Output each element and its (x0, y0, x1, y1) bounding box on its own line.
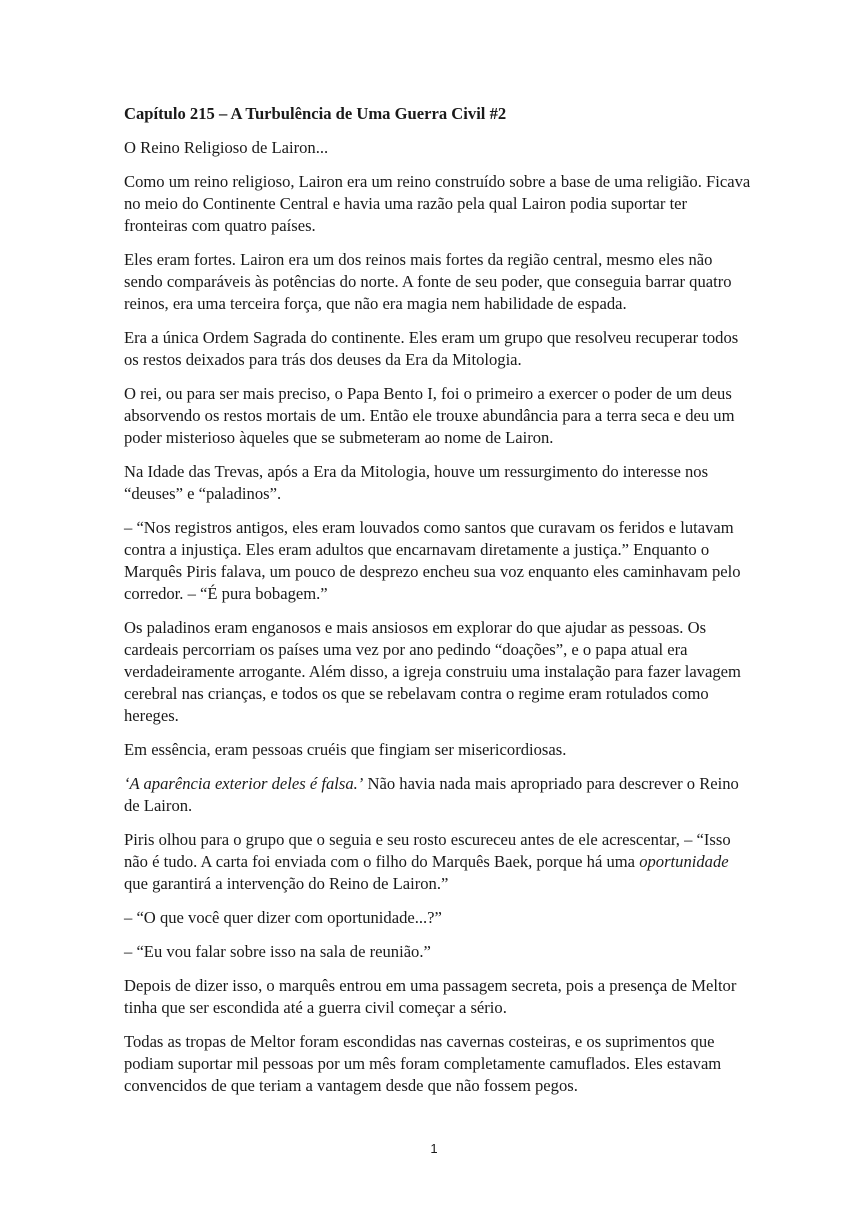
paragraph: Todas as tropas de Meltor foram escondidas nas cavernas costeiras, e os suprimentos que podiam suportar mil pessoas por um mês foram completamente camuflados. Eles estavam convencidos de que teriam a vantagem desde que não fossem pegos. (124, 1032, 722, 1095)
document-body (124, 103, 754, 1109)
paragraph: O rei, ou para ser mais preciso, o Papa Bento I, foi o primeiro a exercer o poder de um deus absorvendo os restos mortais de um. Então ele trouxe abundância para a terra seca e deu um poder misterioso àqueles que se submeteram ao nome de Lairon. (124, 384, 735, 447)
quote-rest: Não havia nada mais apropriado para descrever o Reino de Lairon. (124, 774, 739, 815)
paragraph-quote (124, 773, 754, 817)
piris-italic: oportunidade (639, 852, 729, 871)
piris-before: Piris olhou para o grupo que o seguia e seu rosto escureceu antes de ele acrescentar, – “Isso não é tudo. A carta foi enviada com o filho do Marquês Baek, porque há uma (124, 830, 731, 871)
paragraph: Em essência, eram pessoas cruéis que fingiam ser misericordiosas. (124, 740, 567, 759)
chapter-title: Capítulo 215 – A Turbulência de Uma Guerra Civil #2 (124, 104, 507, 123)
page-number: 1 (430, 1141, 438, 1156)
paragraph: Na Idade das Trevas, após a Era da Mitologia, houve um ressurgimento do interesse nos “deuses” e “paladinos”. (124, 462, 709, 503)
paragraph: – “Eu vou falar sobre isso na sala de reunião.” (124, 942, 431, 961)
paragraph: Eles eram fortes. Lairon era um dos reinos mais fortes da região central, mesmo eles não sendo comparáveis às potências do norte. A fonte de seu poder, que conseguia barrar quatro reinos, era uma terceira força, que não era magia nem habilidade de espada. (124, 250, 732, 313)
paragraph: O Reino Religioso de Lairon... (124, 138, 329, 157)
piris-after: que garantirá a intervenção do Reino de Lairon.” (124, 874, 449, 893)
paragraph: – “Nos registros antigos, eles eram louvados como santos que curavam os feridos e lutavam contra a injustiça. Eles eram adultos que encarnavam diretamente a justiça.” Enquanto o Marquês Piris falava, um pouco de desprezo encheu sua voz enquanto eles caminhavam pelo corredor. – “É pura bobagem.” (124, 518, 741, 603)
paragraph-piris (124, 829, 754, 895)
quote-italic: ‘A aparência exterior deles é falsa.’ (124, 774, 364, 793)
paragraph: Como um reino religioso, Lairon era um reino construído sobre a base de uma religião. Ficava no meio do Continente Central e havia uma razão pela qual Lairon podia suportar ter fronteiras com quatro países. (124, 172, 751, 235)
paragraph: Os paladinos eram enganosos e mais ansiosos em explorar do que ajudar as pessoas. Os cardeais percorriam os países uma vez por ano pedindo “doações”, e o papa atual era verdadeiramente arrogante. Além disso, a igreja construiu uma instalação para fazer lavagem cerebral nas crianças, e todos os que se rebelavam contra o regime eram rotulados como hereges. (124, 618, 741, 725)
paragraph: – “O que você quer dizer com oportunidade...?” (124, 908, 442, 927)
paragraph: Depois de dizer isso, o marquês entrou em uma passagem secreta, pois a presença de Meltor tinha que ser escondida até a guerra civil começar a sério. (124, 976, 737, 1017)
paragraph: Era a única Ordem Sagrada do continente. Eles eram um grupo que resolveu recuperar todos os restos deixados para trás dos deuses da Era da Mitologia. (124, 328, 739, 369)
